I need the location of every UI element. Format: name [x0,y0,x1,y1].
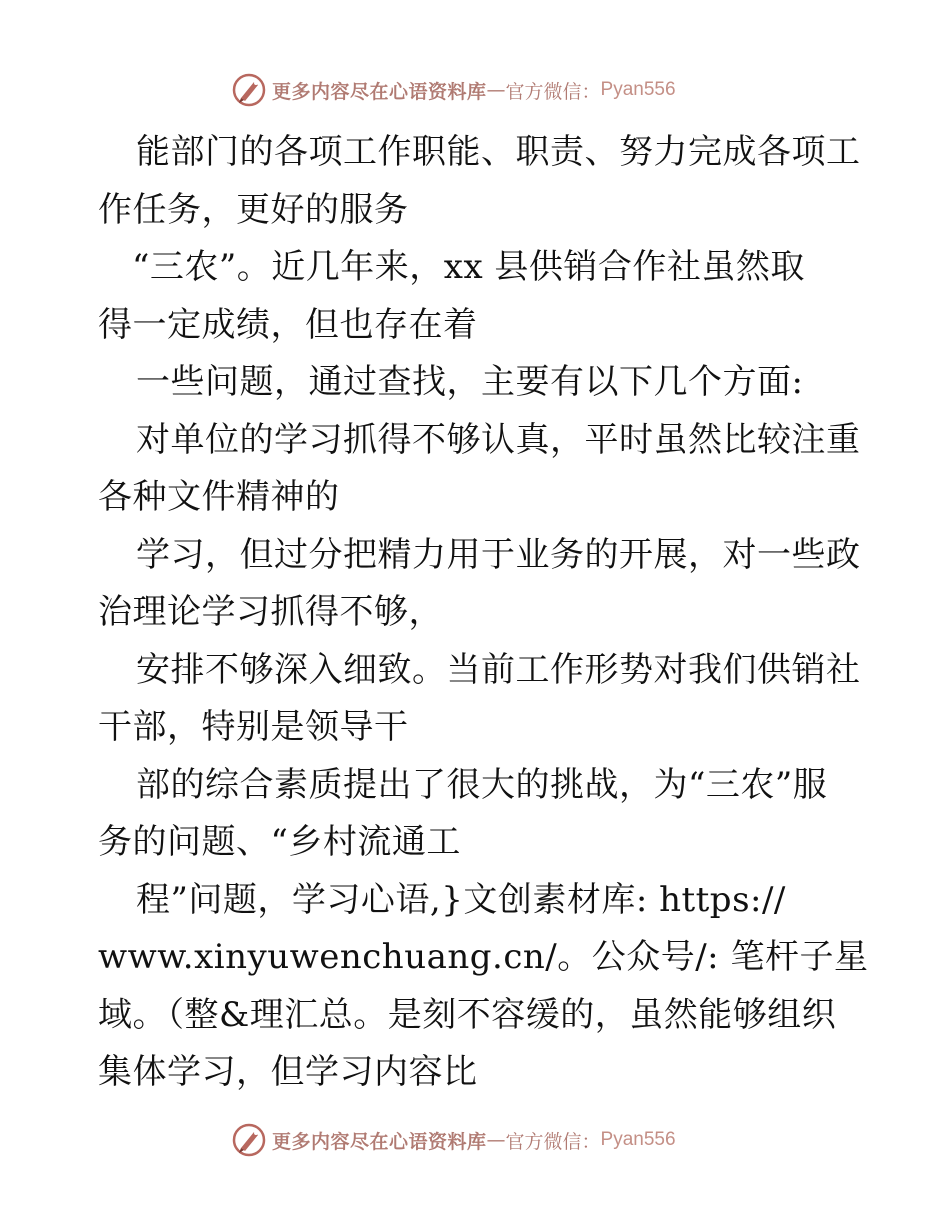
footer-wechat-label: 官方微信： [505,1130,601,1153]
body-line: 对单位的学习抓得不够认真，平时虽然比较注重 [136,419,861,460]
document-body [98,124,869,1102]
footer-separator: — [486,1129,506,1151]
body-line: 能部门的各项工作职能、职责、努力完成各项工 [136,132,861,172]
body-line-url: www.xinyuwenchuang.cn/。公众号/: 笔杆子星 [98,937,869,977]
header-wechat-label: 官方微信： [505,80,601,103]
body-line: 程”问题，学习心语,}文创素材库: https:// [136,879,786,920]
header-banner-text: 更多内容尽在心语资料库 [272,80,487,103]
header-banner [232,72,752,108]
footer-banner [232,1122,752,1158]
body-line: 得一定成绩，但也存在着 [98,304,478,345]
header-separator: — [486,79,506,101]
body-line: 一些问题，通过查找，主要有以下几个方面: [136,362,804,402]
body-line: 集体学习，但学习内容比 [98,1052,478,1092]
header-wechat-id: Pyan556 [600,79,676,100]
body-line: 学习，但过分把精力用于业务的开展，对一些政 [136,534,861,575]
body-line: 域。（整&理汇总。是刻不容缓的，虽然能够组织 [98,994,837,1035]
body-line: 干部，特别是领导干 [98,707,409,747]
body-line: 各种文件精神的 [98,477,340,517]
footer-banner-text: 更多内容尽在心语资料库 [272,1130,487,1153]
pen-logo-icon [232,1123,266,1157]
footer-wechat-id: Pyan556 [600,1129,676,1150]
body-line: 部的综合素质提出了很大的挑战，为“三农”服 [136,764,828,805]
body-line: “三农”。近几年来，xx 县供销合作社虽然取 [132,247,805,287]
body-line: 治理论学习抓得不够， [98,592,443,632]
body-line: 务的问题、“乡村流通工 [98,822,461,862]
pen-logo-icon [232,73,266,107]
body-line: 安排不够深入细致。当前工作形势对我们供销社 [136,649,861,690]
body-line: 作任务，更好的服务 [98,189,409,230]
